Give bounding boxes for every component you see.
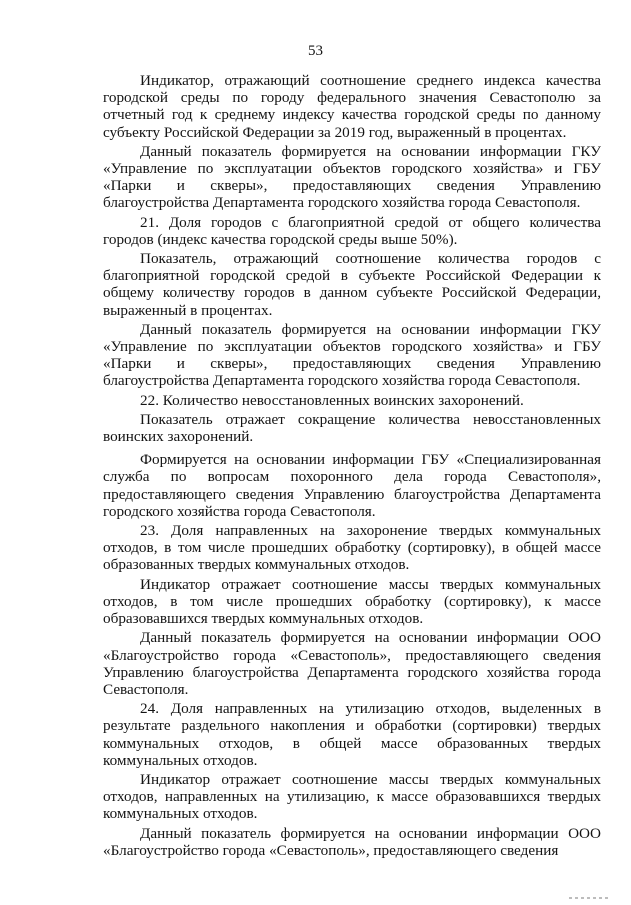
paragraph-data-source-1: Данный показатель формируется на основании информации ГКУ «Управление по эксплуатации объектов городского хозяйства» и ГБУ «Парки и скверы», предоставляющих сведения Управлению благоустройства Департамента городского хозяйства города Севастополя. — [103, 142, 601, 212]
paragraph-item-23-heading: 23. Доля направленных на захоронение твердых коммунальных отходов, в том числе прошедших обработку (сортировку), в общей массе образованных твердых коммунальных отходов. — [103, 522, 601, 574]
paragraph-data-source-5: Данный показатель формируется на основании информации ООО «Благоустройство города «Севастополь», предоставляющего сведения — [103, 824, 601, 859]
scan-artifact — [569, 897, 609, 899]
body-text — [103, 72, 601, 859]
paragraph-data-source-4: Данный показатель формируется на основании информации ООО «Благоустройство города «Севастополь», предоставляющего сведения Управлению благоустройства Департамента городского хозяйства города Севастополя. — [103, 629, 601, 698]
paragraph-indicator-landfill-waste: Индикатор отражает соотношение массы твердых коммунальных отходов, в том числе прошедших обработку (сортировку), к массе образовавшихся твердых коммунальных отходов. — [103, 575, 601, 628]
paragraph-item-24-heading: 24. Доля направленных на утилизацию отходов, выделенных в результате раздельного накопления и обработки (сортировки) твердых коммунальных отходов, в общей массе образованных твердых коммунальных отходов. — [103, 700, 601, 769]
paragraph-data-source-3: Формируется на основании информации ГБУ «Специализированная служба по вопросам похоронного дела города Севастополя», предоставляющего сведения Управлению благоустройства Департамента городского хозяйства города Севастополя. — [103, 451, 601, 520]
paragraph-indicator-war-graves: Показатель отражает сокращение количества невосстановленных воинских захоронений. — [103, 410, 601, 446]
paragraph-indicator-recycled-waste: Индикатор отражает соотношение массы твердых коммунальных отходов, направленных на утилизацию, к массе образовавшихся твердых коммунальных отходов. — [103, 770, 601, 823]
paragraph-indicator-city-environment: Индикатор, отражающий соотношение среднего индекса качества городской среды по городу федерального значения Севастополю за отчетный год к среднему индексу качества городской среды по данному субъекту Российской Федерации за 2019 год, выраженный в процентах. — [103, 72, 601, 141]
paragraph-indicator-favorable-cities: Показатель, отражающий соотношение количества городов с благоприятной городской средой в субъекте Российской Федерации к общему количеству городов в данном субъекте Российской Федерации, выраженный в процентах. — [103, 250, 601, 319]
paragraph-item-22-heading: 22. Количество невосстановленных воинских захоронений. — [140, 391, 524, 409]
paragraph-item-21-heading: 21. Доля городов с благоприятной средой от общего количества городов (индекс качества городской среды выше 50%). — [103, 213, 601, 248]
page-number: 53 — [308, 43, 323, 59]
paragraph-data-source-2: Данный показатель формируется на основании информации ГКУ «Управление по эксплуатации объектов городского хозяйства» и ГБУ «Парки и скверы», предоставляющих сведения Управлению благоустройства Департамента городского хозяйства города Севастополя. — [103, 320, 601, 390]
